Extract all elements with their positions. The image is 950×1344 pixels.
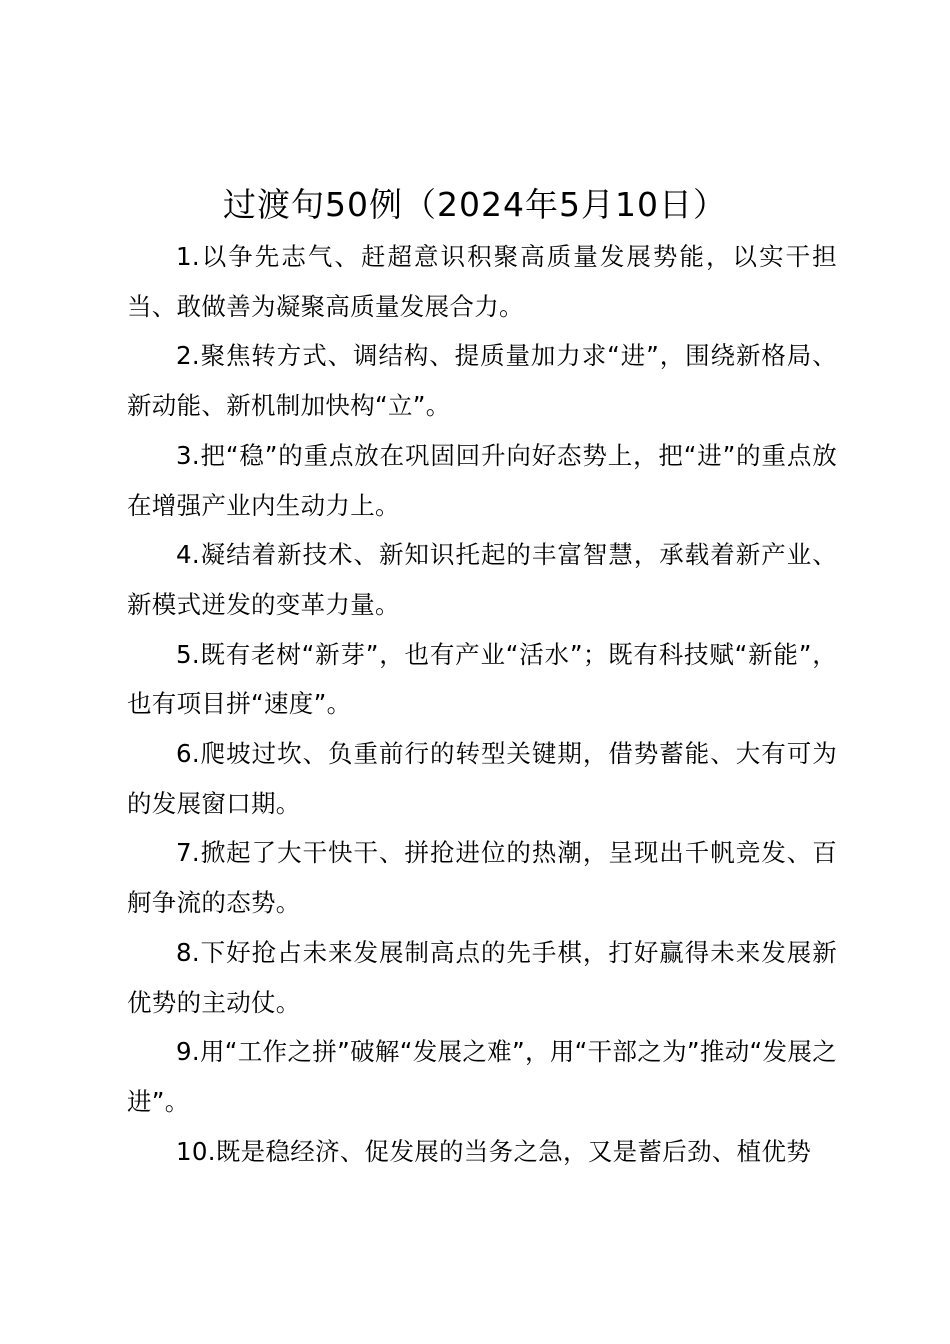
- paragraph-6: 6.爬坡过坎、负重前行的转型关键期，借势蓄能、大有可为的发展窗口期。: [127, 739, 837, 818]
- paragraph-3: 3.把“稳”的重点放在巩固回升向好态势上，把“进”的重点放在增强产业内生动力上。: [127, 440, 837, 520]
- paragraph-1: 1.以争先志气、赶超意识积聚高质量发展势能，以实干担当、敢做善为凝聚高质量发展合力。: [127, 242, 837, 321]
- paragraph-7: 7.掀起了大干快干、拼抢进位的热潮，呈现出千帆竞发、百舸争流的态势。: [127, 838, 837, 918]
- paragraph-8: 8.下好抢占未来发展制高点的先手棋，打好赢得未来发展新优势的主动仗。: [127, 937, 837, 1017]
- paragraph-2: 2.聚焦转方式、调结构、提质量加力求“进”，围绕新格局、新动能、新机制加快构“立”。: [127, 341, 837, 421]
- document-title: 过渡句50例（2024年5月10日）: [223, 185, 727, 224]
- paragraph-4: 4.凝结着新技术、新知识托起的丰富智慧，承载着新产业、新模式迸发的变革力量。: [127, 540, 837, 619]
- paragraph-10: 10.既是稳经济、促发展的当务之急，又是蓄后劲、植优势: [176, 1136, 812, 1166]
- document-body: [127, 232, 837, 1176]
- paragraph-9: 9.用“工作之拼”破解“发展之难”，用“干部之为”推动“发展之进”。: [127, 1037, 837, 1116]
- paragraph-5: 5.既有老树“新芽”，也有产业“活水”；既有科技赋“新能”，也有项目拼“速度”。: [127, 639, 837, 719]
